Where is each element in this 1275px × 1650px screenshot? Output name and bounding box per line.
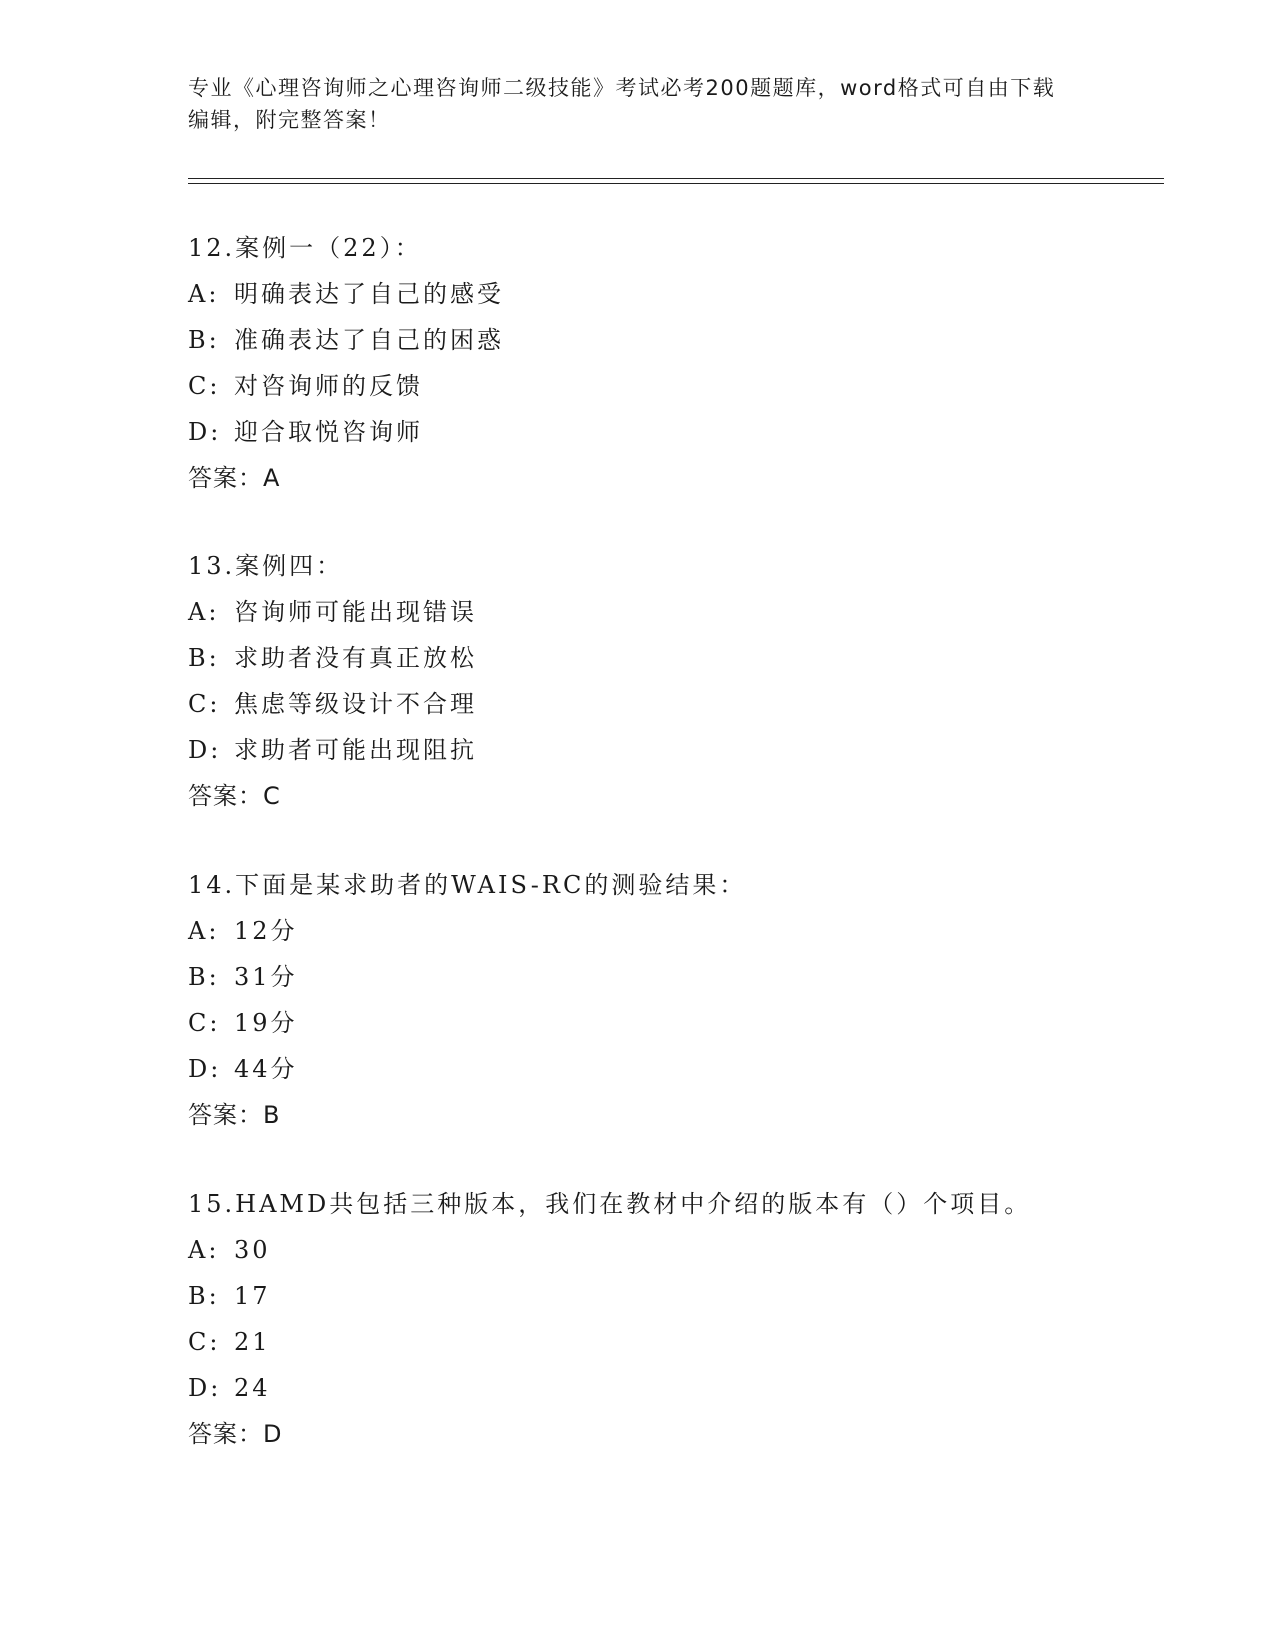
option-text: 17 — [234, 1282, 271, 1310]
option-letter: C: — [188, 1009, 221, 1037]
option-letter: D: — [188, 418, 222, 446]
option-letter: B: — [188, 1282, 220, 1310]
answer-line: 答案：D — [188, 1420, 283, 1448]
option-letter: A: — [188, 1236, 220, 1264]
option-letter: C: — [188, 690, 221, 718]
option-a — [188, 271, 1088, 317]
option-c — [188, 363, 1088, 409]
option-c — [188, 1319, 1088, 1365]
option-b — [188, 635, 1088, 681]
option-text: 迎合取悦咨询师 — [234, 418, 423, 446]
header-divider-bottom — [188, 183, 1164, 184]
option-text: 30 — [234, 1236, 271, 1264]
option-letter: B: — [188, 326, 220, 354]
option-b — [188, 317, 1088, 363]
question-block — [188, 225, 1088, 501]
option-text: 明确表达了自己的感受 — [234, 280, 504, 308]
option-d — [188, 727, 1088, 773]
option-a — [188, 1227, 1088, 1273]
option-text: 24 — [234, 1374, 271, 1402]
answer-line: 答案：B — [188, 1101, 281, 1129]
option-c — [188, 681, 1088, 727]
option-letter: C: — [188, 1328, 221, 1356]
option-text: 求助者没有真正放松 — [234, 644, 477, 672]
option-d — [188, 409, 1088, 455]
option-letter: B: — [188, 644, 220, 672]
option-text: 31分 — [234, 963, 298, 991]
option-text: 焦虑等级设计不合理 — [234, 690, 477, 718]
answer-line: 答案：C — [188, 782, 281, 810]
option-d — [188, 1365, 1088, 1411]
question-stem: 13.案例四： — [188, 552, 344, 580]
option-text: 12分 — [234, 917, 298, 945]
option-b — [188, 1273, 1088, 1319]
question-stem: 12.案例一（22）： — [188, 234, 422, 262]
option-letter: A: — [188, 917, 220, 945]
option-letter: A: — [188, 598, 220, 626]
question-block — [188, 1181, 1088, 1457]
option-a — [188, 589, 1088, 635]
option-letter: C: — [188, 372, 221, 400]
option-letter: D: — [188, 1055, 222, 1083]
option-letter: B: — [188, 963, 220, 991]
answer-line: 答案：A — [188, 464, 281, 492]
option-text: 准确表达了自己的困惑 — [234, 326, 504, 354]
option-letter: D: — [188, 736, 222, 764]
header-divider-top — [188, 178, 1164, 179]
option-text: 44分 — [234, 1055, 298, 1083]
option-letter: A: — [188, 280, 220, 308]
document-header: 专业《心理咨询师之心理咨询师二级技能》考试必考200题题库，word格式可自由下载编辑，附完整答案！ — [188, 76, 1056, 132]
option-c — [188, 1000, 1088, 1046]
option-d — [188, 1046, 1088, 1092]
option-text: 对咨询师的反馈 — [234, 372, 423, 400]
question-block — [188, 862, 1088, 1138]
option-b — [188, 954, 1088, 1000]
option-a — [188, 908, 1088, 954]
question-block — [188, 543, 1088, 819]
option-letter: D: — [188, 1374, 222, 1402]
question-stem: 14.下面是某求助者的WAIS-RC的测验结果： — [188, 871, 747, 899]
option-text: 求助者可能出现阻抗 — [234, 736, 477, 764]
option-text: 19分 — [234, 1009, 298, 1037]
question-stem: 15.HAMD共包括三种版本，我们在教材中介绍的版本有（）个项目。 — [188, 1190, 1032, 1218]
option-text: 咨询师可能出现错误 — [234, 598, 477, 626]
option-text: 21 — [234, 1328, 271, 1356]
